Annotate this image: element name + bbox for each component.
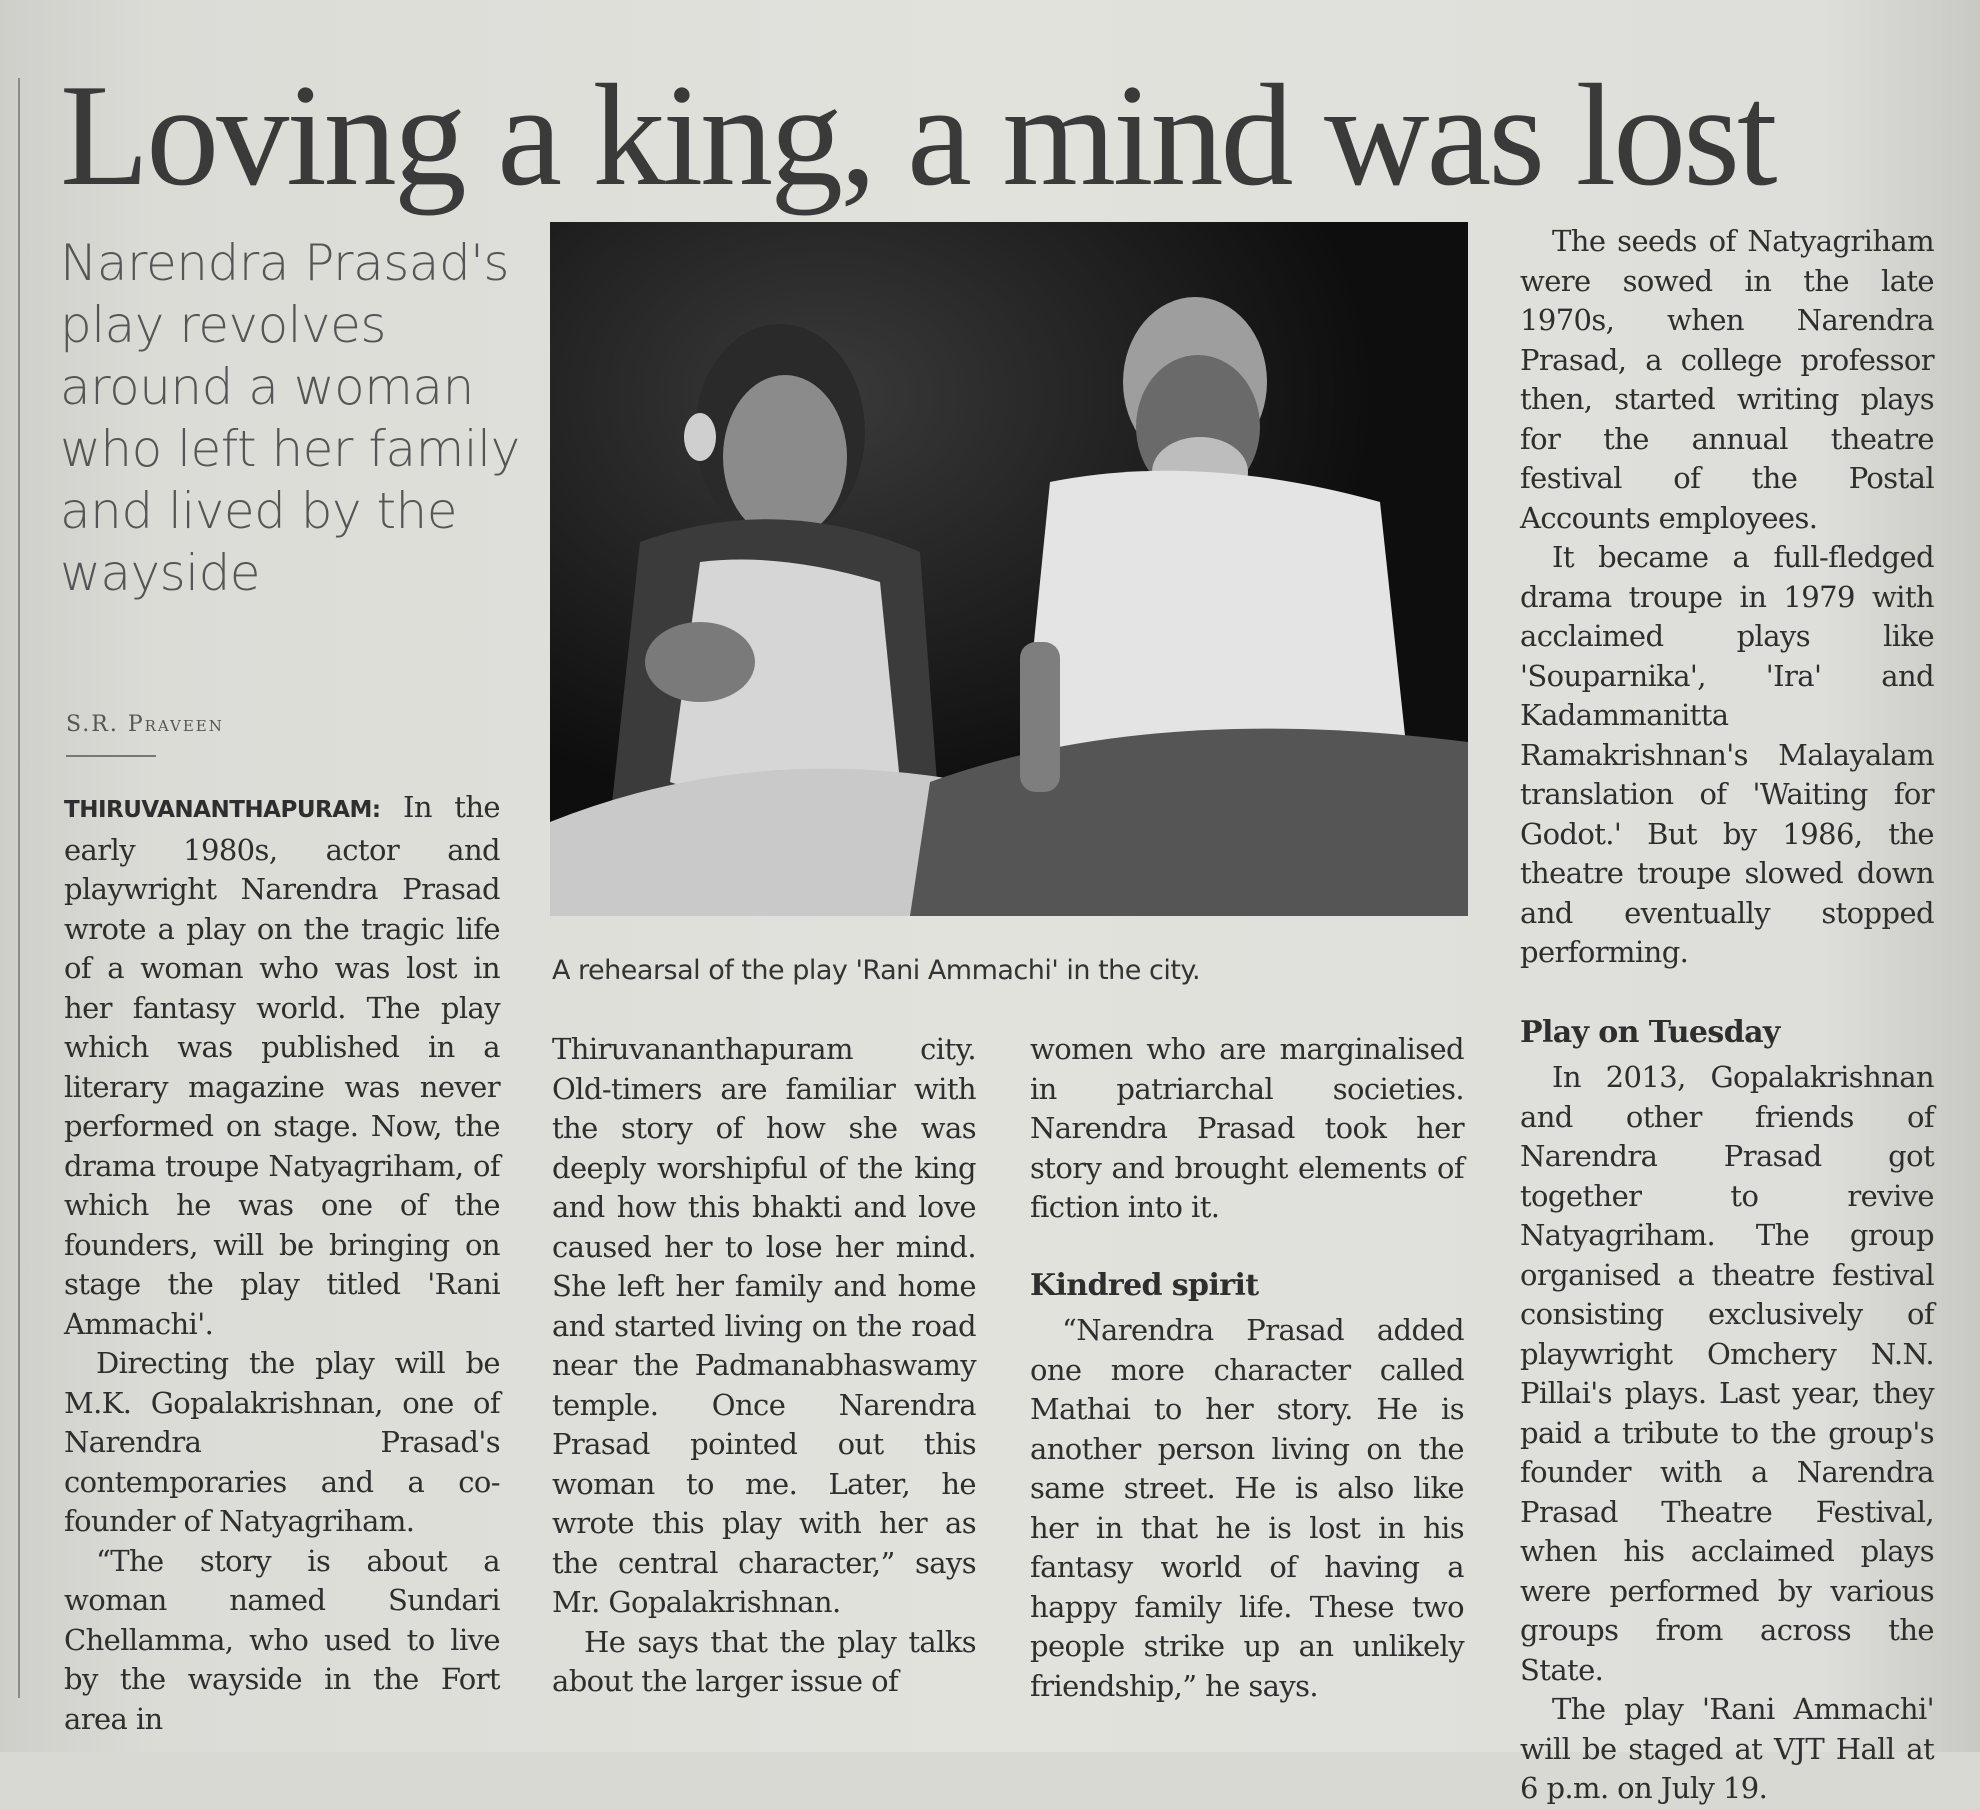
paragraph-text: In the early 1980s, actor and playwright Narendra Prasad wrote a play on the tragic life of a woman who was lost in her fantasy world. The play which was published in a literary magazine was never performed on stage. Now, the drama troupe Natyagriham, of which he was one of the founders, will be bringing on stage the play titled 'Rani Ammachi'. <box>64 790 500 1341</box>
paragraph: It became a full-fledged drama troupe in 1979 with acclaimed plays like 'Souparnika', 'Ira' and Kadammanitta Ramakrishnan's Malayalam translation of 'Waiting for Godot.' But by 1986, the theatre troupe slowed down and eventually stopped performing. <box>1520 540 1934 969</box>
byline-rule <box>66 755 156 757</box>
paragraph-continued: women who are marginalised in patriarchal societies. Narendra Prasad took her story and brought elements of fiction into it. <box>1030 1032 1464 1224</box>
rehearsal-photo <box>550 222 1468 916</box>
byline: S.R. Praveen <box>66 712 224 737</box>
paragraph: The play 'Rani Ammachi' will be staged at VJT Hall at 6 p.m. on July 19. <box>1520 1692 1934 1805</box>
paragraph: “Narendra Prasad added one more character called Mathai to her story. He is another person living on the same street. He is also like her in that he is lost in his fantasy world of having a happy family life. These two people strike up an unlikely friendship,” he says. <box>1030 1313 1464 1703</box>
paragraph: The seeds of Natyagriham were sowed in the late 1970s, when Narendra Prasad, a college professor then, started writing plays for the annual theatre festival of the Postal Accounts employees. <box>1520 224 1934 535</box>
subhead-play-on-tuesday: Play on Tuesday <box>1520 1014 1780 1050</box>
article-column-4 <box>1520 222 1934 1809</box>
deck-summary: Narendra Prasad's play revolves around a woman who left her family and lived by the wayside <box>60 234 520 602</box>
photo-illustration <box>550 222 1468 916</box>
article-column-3 <box>1030 1030 1464 1706</box>
subhead-kindred-spirit: Kindred spirit <box>1030 1267 1259 1303</box>
dateline: THIRUVANANTHAPURAM: <box>64 797 381 823</box>
article-column-2 <box>552 1030 976 1702</box>
headline: Loving a king, a mind was lost <box>60 54 1775 216</box>
paragraph: He says that the play talks about the larger issue of <box>552 1624 976 1698</box>
lead-paragraph <box>64 788 500 1344</box>
paragraph: In 2013, Gopalakrishnan and other friends of Narendra Prasad got together to revive Natyagriham. The group organised a theatre festival consisting exclusively of playwright Omchery N.N. Pillai's plays. Last year, they paid a tribute to the group's founder with a Narendra Prasad Theatre Festival, when his acclaimed plays were performed by various groups from across the State. <box>1520 1060 1934 1687</box>
paragraph: “The story is about a woman named Sundari Chellamma, who used to live by the wayside in the Fort area in <box>64 1543 500 1736</box>
photo-caption: A rehearsal of the play 'Rani Ammachi' in the city. <box>552 955 1201 986</box>
paragraph-continued: Thiruvananthapuram city. Old-timers are familiar with the story of how she was deeply worshipful of the king and how this bhakti and love caused her to lose her mind. She left her family and home and started living on the road near the Padmanabhaswamy temple. Once Narendra Prasad pointed out this woman to me. Later, he wrote this play with her as the central character,” says Mr. Gopalakrishnan. <box>552 1032 976 1619</box>
paragraph: Directing the play will be M.K. Gopalakrishnan, one of Narendra Prasad's contemporaries and a co-founder of Natyagriham. <box>64 1346 500 1538</box>
left-column-rule <box>18 78 20 1698</box>
article-column-1 <box>64 788 500 1739</box>
